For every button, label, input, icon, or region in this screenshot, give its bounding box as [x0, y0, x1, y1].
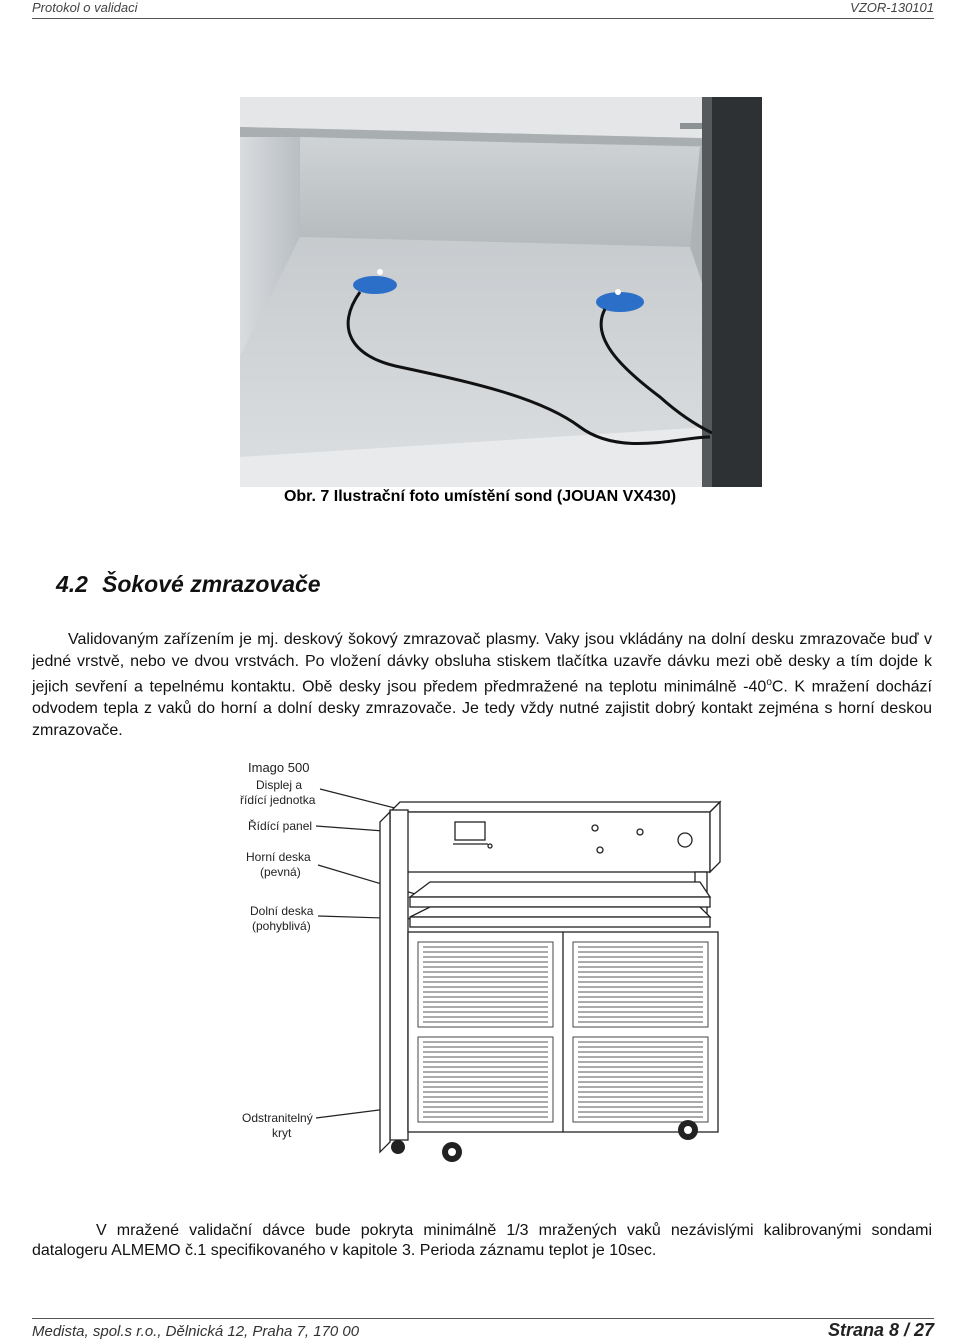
section-title: Šokové zmrazovače: [101, 571, 321, 597]
freezer-probe-photo: [240, 97, 762, 487]
label-top-plate-line2: (pevná): [260, 865, 301, 879]
label-display-line1: Displej a: [256, 778, 303, 792]
footer-company-address: Medista, spol.s r.o., Dělnická 12, Praha 7, 170 00: [32, 1323, 360, 1340]
header-document-title: Protokol o validaci: [32, 0, 138, 15]
body-paragraph: [32, 629, 932, 741]
plate-freezer-diagram: [220, 752, 740, 1172]
label-model: Imago 500: [248, 760, 310, 775]
paragraph-2-text: V mražené validační dávce bude pokryta minimálně 1/3 mražených vaků nezávislými kalibrovanými sondami datalogeru ALMEMO č.1 specifikovaného v kapitole 3. Perioda záznamu teplot je 10sec.: [32, 1222, 932, 1259]
label-cover-line2: kryt: [272, 1126, 292, 1140]
page-header: [32, 0, 934, 19]
paragraph-text-part2: C. K mražení dochází odvodem tepla z vaků do horní a dolní desky zmrazovače. Je tedy vždy nutné zajistit dobrý kontakt zejména s horní deskou zmrazovače.: [32, 678, 933, 739]
label-top-plate-line1: Horní deska: [246, 850, 311, 864]
label-display-line2: řídící jednotka: [240, 793, 316, 807]
footer-page-number: Strana 8 / 27: [827, 1320, 934, 1340]
label-cover-line1: Odstranitelný: [242, 1111, 313, 1125]
section-heading: [56, 571, 321, 598]
label-bottom-plate-line2: (pohyblivá): [252, 919, 311, 933]
label-bottom-plate-line1: Dolní deska: [250, 904, 314, 918]
header-document-code: VZOR-130101: [850, 0, 934, 15]
body-paragraph-2: [32, 1221, 932, 1261]
paragraph-text-part1: Validovaným zařízením je mj. deskový šokový zmrazovač plasmy. Vaky jsou vkládány na dolní desku zmrazovače buď v jedné vrstvě, nebo ve dvou vrstvách. Po vložení dávky obsluha stiskem tlačítka uzavře dávku mezi obě desky a tím dojde k jejich sevření a tepelnému kontaktu. Obě desky jsou předem předmražené na teplotu minimálně -40: [32, 631, 932, 696]
degree-superscript: o: [766, 677, 772, 689]
label-control-panel: Řídící panel: [248, 819, 313, 833]
figure-caption: Obr. 7 Ilustrační foto umístění sond (JOUAN VX430): [283, 488, 677, 505]
section-number: 4.2: [56, 571, 88, 597]
page-footer: [32, 1318, 934, 1341]
